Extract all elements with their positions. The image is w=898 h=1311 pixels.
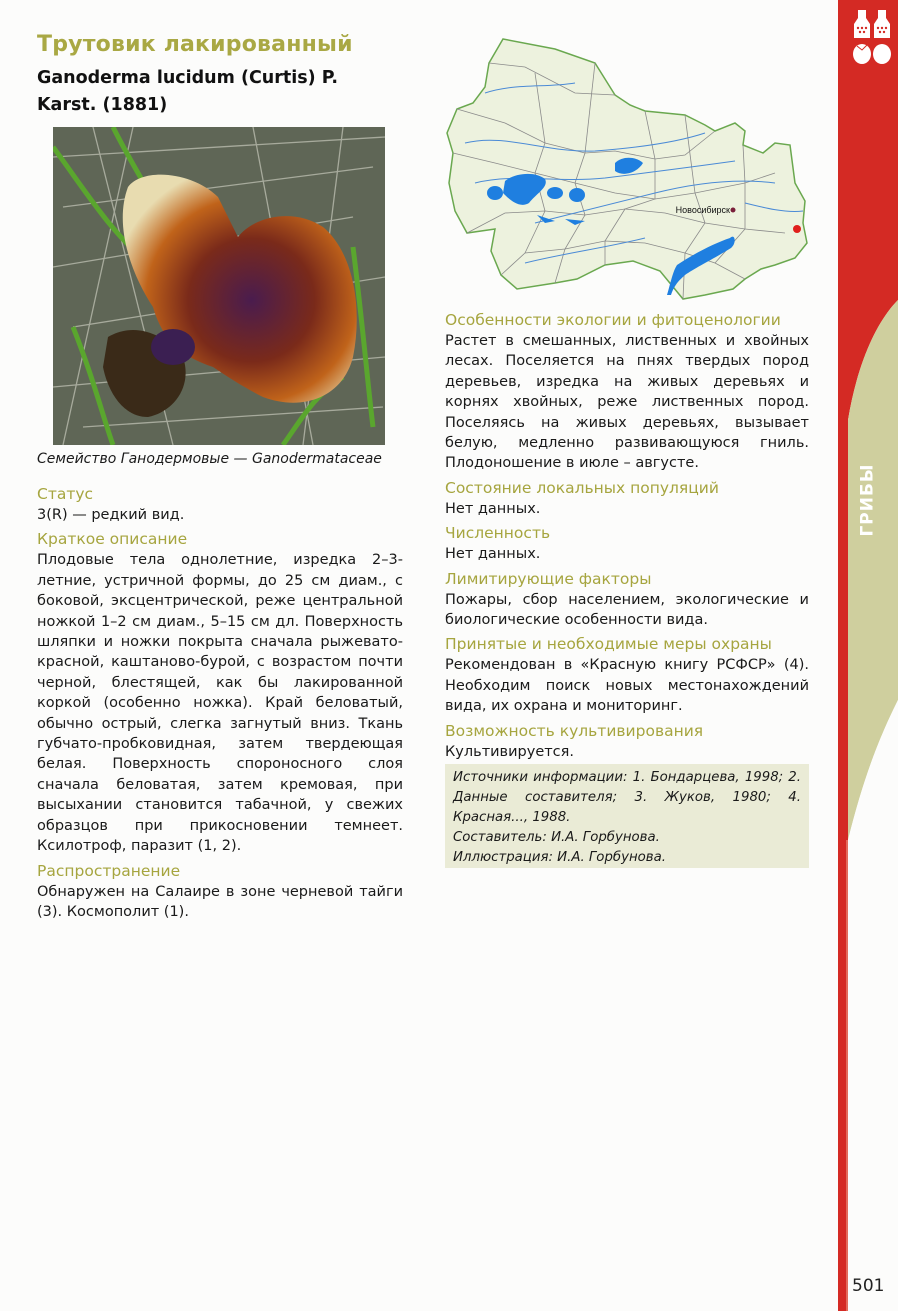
section-body: Нет данных. — [445, 546, 541, 563]
section-body: 3(R) — редкий вид. — [37, 507, 185, 523]
references: Источники информации: 1. Бондарцева, 1998; 2. Данные составителя; 3. Жуков, 1980; 4. Красная..., 1988. — [453, 770, 801, 825]
section-heading: Принятые и необходимые меры охраны — [445, 635, 772, 654]
section-heading: Возможность культивирования — [445, 721, 704, 740]
section-body: Рекомендован в «Красную книгу РСФСР» (4). Необходим поиск новых местонахождений вида, их охрана и мониторинг. — [445, 657, 809, 715]
mushrooms-icon — [848, 8, 896, 68]
mushroom-photo-illustration — [53, 127, 385, 445]
section-body: Нет данных. — [445, 500, 541, 517]
city-label: Новосибирск — [675, 205, 730, 215]
section-limiting-factors — [445, 569, 809, 631]
latin-name-line-1: Ganoderma lucidum (Curtis) P. — [37, 68, 339, 88]
right-column — [445, 310, 809, 762]
section-body: Плодовые тела однолетние, изредка 2–3-летние, устричной формы, до 25 см диам., с боковой, эксцентрической, реже центральной ножкой 1–2 см диам., 5–15 см дл. Поверхность шляпки и ножки покрыта сначала рыжевато-красной, каштаново-бурой, с возрастом почти черной, блестящей, как бы лакированной коркой (особенно ножка). Край беловатый, обычно острый, слегка загнутый вниз. Ткань губчато-пробковидная, затем твердеющая белая. Поверхность спороносного слоя сначала беловатая, затем кремовая, при высыхании становится табачной, у свежих образцов при прикосновении темнеет. Ксилотроф, паразит (1, 2). — [37, 552, 403, 855]
section-heading: Статус — [37, 485, 94, 503]
section-cultivation — [445, 721, 809, 762]
page-number: 501 — [852, 1276, 885, 1296]
section-body: Обнаружен на Салаире в зоне черневой тайги (3). Космополит (1). — [37, 883, 403, 920]
section-body: Растет в смешанных, лиственных и хвойных лесах. Поселяется на пнях твердых пород деревьев, изредка на живых деревьях и корнях хвойных, реже лиственных пород. Поселяясь на живых деревьях, вызывает белую, медленно развивающуюся гниль. Плодоношение в июле – августе. — [445, 333, 809, 472]
section-label-text: ГРИБЫ — [858, 463, 878, 537]
left-column — [37, 484, 403, 922]
latin-name-line-2: Karst. (1881) — [37, 95, 168, 115]
section-heading: Распространение — [37, 861, 181, 880]
family-caption: Семейство Ганодермовые — Ganodermataceae — [37, 451, 382, 467]
section-distribution — [37, 861, 403, 923]
side-band-shape — [838, 0, 898, 1311]
section-ecology — [445, 310, 809, 474]
section-abundance — [445, 523, 809, 564]
section-description — [37, 529, 403, 856]
species-russian-name: Трутовик лакированный — [37, 32, 353, 57]
section-label — [838, 455, 898, 545]
distribution-map — [445, 33, 815, 305]
species-latin-name — [37, 65, 417, 119]
section-heading: Лимитирующие факторы — [445, 569, 652, 588]
side-band — [838, 0, 898, 1311]
section-populations — [445, 478, 809, 519]
section-body: Пожары, сбор населением, экологические и биологические особенности вида. — [445, 591, 809, 629]
section-heading: Краткое описание — [37, 530, 188, 549]
sources-box — [445, 764, 809, 868]
section-protection — [445, 634, 809, 716]
section-status — [37, 484, 403, 525]
section-heading: Численность — [445, 524, 551, 543]
illustration-credit: Иллюстрация: И.А. Горбунова. — [453, 850, 666, 865]
mushroom-photo — [53, 127, 385, 445]
section-body: Культивируется. — [445, 743, 574, 760]
city-marker — [731, 208, 736, 213]
compiler: Составитель: И.А. Горбунова. — [453, 830, 660, 845]
finding-location-marker — [793, 225, 801, 233]
section-heading: Особенности экологии и фитоценологии — [445, 311, 781, 329]
section-heading: Состояние локальных популяций — [445, 478, 719, 497]
